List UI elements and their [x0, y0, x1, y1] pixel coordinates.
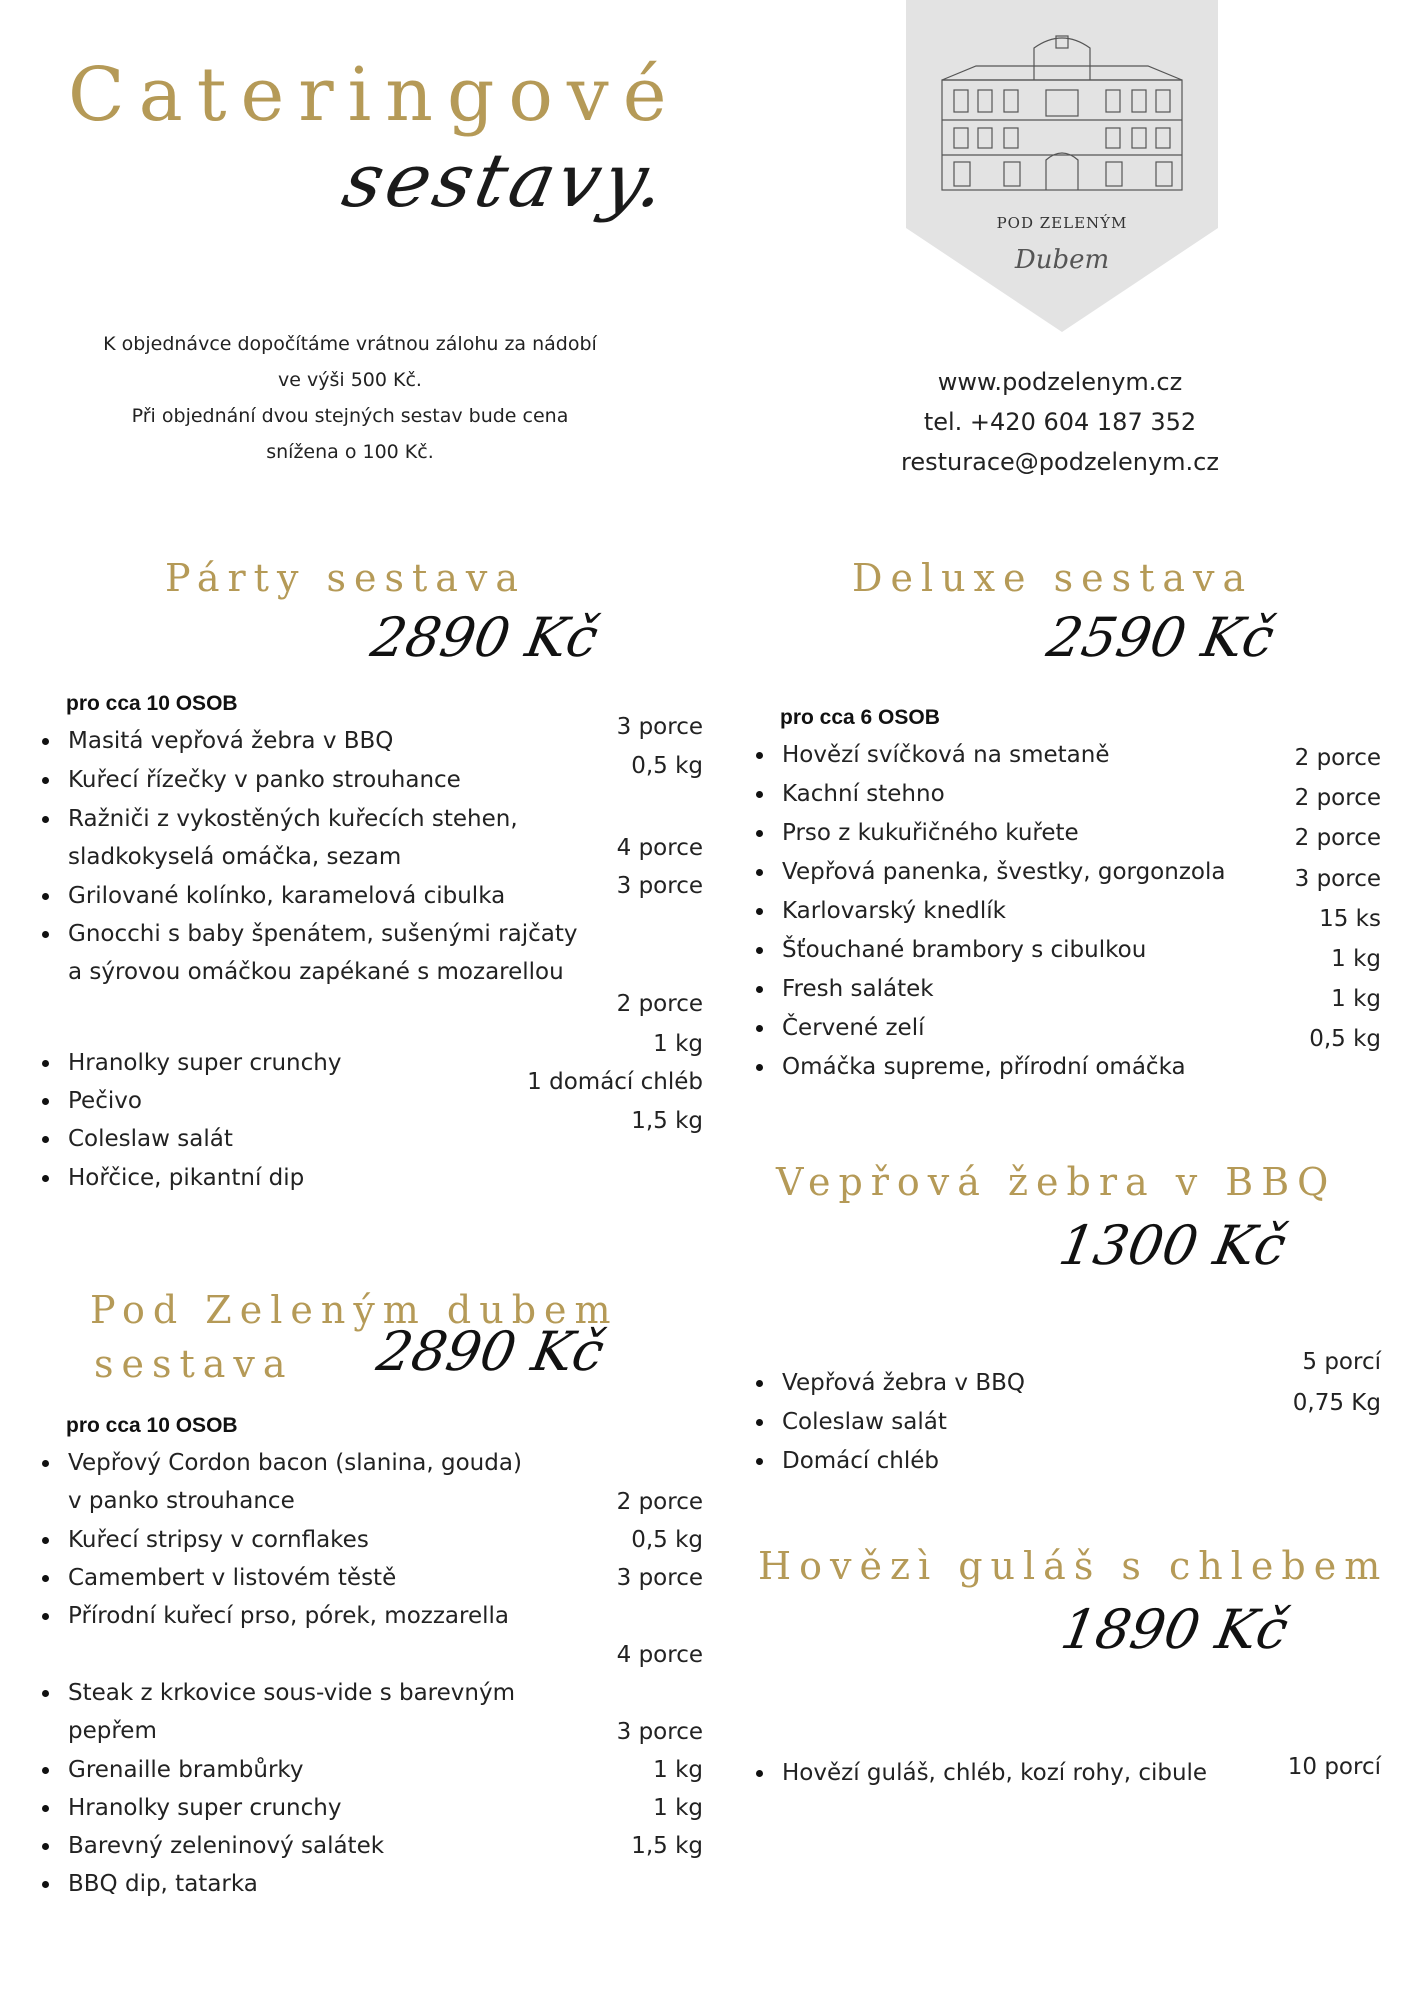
- quantity: 2 porce: [1294, 745, 1381, 771]
- list-item: Coleslaw salát: [68, 1120, 233, 1158]
- list-item: Přírodní kuřecí prso, pórek, mozzarella: [68, 1597, 509, 1635]
- quantity: 0,75 Kg: [1292, 1390, 1381, 1416]
- email-link[interactable]: resturace@podzelenym.cz: [901, 448, 1219, 476]
- page-title: Cateringové: [68, 52, 681, 138]
- deluxe-title: Deluxe sestava: [852, 556, 1254, 600]
- list-item: Coleslaw salát: [782, 1403, 947, 1441]
- quantity: 0,5 kg: [1309, 1026, 1381, 1052]
- list-item: a sýrovou omáčkou zapékané s mozarellou: [68, 959, 564, 985]
- party-price: 2890 Kč: [366, 606, 603, 669]
- note-line: Při objednání dvou stejných sestav bude cena: [131, 405, 569, 427]
- list-item: Vepřová panenka, švestky, gorgonzola: [782, 853, 1225, 891]
- list-item: Grenaille brambůrky: [68, 1751, 304, 1789]
- quantity: 2 porce: [616, 1489, 703, 1515]
- quantity: 0,5 kg: [631, 753, 703, 779]
- quantity: 10 porcí: [1287, 1754, 1381, 1780]
- party-title: Párty sestava: [165, 556, 527, 600]
- list-item: Gnocchi s baby špenátem, sušenými rajčaty: [68, 915, 577, 953]
- goulash-price: 1890 Kč: [1056, 1598, 1293, 1661]
- quantity: 1 kg: [653, 1757, 703, 1783]
- website-link[interactable]: www.podzelenym.cz: [937, 368, 1183, 396]
- logo-badge-shape: [906, 0, 1218, 332]
- ribs-price: 1300 Kč: [1054, 1214, 1291, 1277]
- list-item: BBQ dip, tatarka: [68, 1865, 258, 1903]
- logo-line2: Dubem: [1014, 245, 1110, 275]
- quantity: 3 porce: [616, 1719, 703, 1745]
- page-subtitle: sestavy.: [335, 138, 678, 224]
- quantity: 0,5 kg: [631, 1527, 703, 1553]
- note-line: K objednávce dopočítáme vrátnou zálohu za nádobí: [103, 333, 597, 355]
- podzelenym-price: 2890 Kč: [372, 1320, 609, 1383]
- list-item: Kachní stehno: [782, 775, 945, 813]
- restaurant-logo: [906, 0, 1218, 332]
- list-item: Hovězí guláš, chléb, kozí rohy, cibule: [782, 1754, 1207, 1792]
- list-item: v panko strouhance: [68, 1488, 295, 1514]
- podzelenym-persons: pro cca 10 OSOB: [66, 1414, 238, 1437]
- note-line: snížena o 100 Kč.: [266, 441, 434, 463]
- quantity: 2 porce: [616, 991, 703, 1017]
- list-item: Steak z krkovice sous-vide s barevným: [68, 1674, 515, 1712]
- list-item: Pečivo: [68, 1082, 142, 1120]
- list-item: Barevný zeleninový salátek: [68, 1827, 384, 1865]
- list-item: Ražniči z vykostěných kuřecích stehen,: [68, 800, 518, 838]
- list-item: Červené zelí: [782, 1009, 924, 1047]
- phone-number[interactable]: tel. +420 604 187 352: [923, 408, 1197, 436]
- list-item: Omáčka supreme, přírodní omáčka: [782, 1048, 1186, 1086]
- quantity: 5 porcí: [1302, 1349, 1381, 1375]
- quantity: 3 porce: [616, 873, 703, 899]
- list-item: Šťouchané brambory s cibulkou: [782, 931, 1146, 969]
- list-item: Domácí chléb: [782, 1442, 939, 1480]
- quantity: 4 porce: [616, 1642, 703, 1668]
- party-persons: pro cca 10 OSOB: [66, 692, 238, 715]
- list-item: Hranolky super crunchy: [68, 1044, 341, 1082]
- list-item: sladkokyselá omáčka, sezam: [68, 844, 402, 870]
- quantity: 1,5 kg: [631, 1108, 703, 1134]
- list-item: Vepřová žebra v BBQ: [782, 1364, 1025, 1402]
- goulash-title: Hovězì guláš s chlebem: [758, 1544, 1389, 1588]
- quantity: 1,5 kg: [631, 1833, 703, 1859]
- quantity: 2 porce: [1294, 825, 1381, 851]
- list-item: Kuřecí stripsy v cornflakes: [68, 1521, 369, 1559]
- note-line: ve výši 500 Kč.: [278, 369, 422, 391]
- quantity: 3 porce: [616, 1565, 703, 1591]
- ribs-title: Vepřová žebra v BBQ: [776, 1160, 1337, 1204]
- podzelenym-title-line2: sestava: [94, 1342, 294, 1386]
- deluxe-persons: pro cca 6 OSOB: [780, 706, 940, 729]
- list-item: Kuřecí řízečky v panko strouhance: [68, 761, 461, 799]
- list-item: Hořčice, pikantní dip: [68, 1159, 304, 1197]
- logo-line1: POD ZELENÝM: [996, 214, 1128, 232]
- quantity: 1 kg: [1331, 986, 1381, 1012]
- quantity: 1 kg: [653, 1795, 703, 1821]
- quantity: 2 porce: [1294, 785, 1381, 811]
- list-item: Vepřový Cordon bacon (slanina, gouda): [68, 1444, 522, 1482]
- list-item: Masitá vepřová žebra v BBQ: [68, 722, 393, 760]
- list-item: Hovězí svíčková na smetaně: [782, 736, 1109, 774]
- deluxe-price: 2590 Kč: [1042, 606, 1279, 669]
- quantity: 4 porce: [616, 835, 703, 861]
- list-item: Grilované kolínko, karamelová cibulka: [68, 877, 505, 915]
- podzelenym-title: Pod Zeleným dubem: [90, 1288, 619, 1332]
- contact-block: [880, 362, 1240, 482]
- quantity: 15 ks: [1319, 906, 1381, 932]
- quantity: 1 domácí chléb: [527, 1069, 703, 1095]
- quantity: 1 kg: [653, 1031, 703, 1057]
- quantity: 1 kg: [1331, 946, 1381, 972]
- list-item: Hranolky super crunchy: [68, 1789, 341, 1827]
- deposit-note: [70, 326, 630, 470]
- list-item: Prso z kukuřičného kuřete: [782, 814, 1079, 852]
- list-item: Fresh salátek: [782, 970, 934, 1008]
- list-item: Camembert v listovém těstě: [68, 1559, 396, 1597]
- list-item: pepřem: [68, 1718, 157, 1744]
- list-item: Karlovarský knedlík: [782, 892, 1006, 930]
- quantity: 3 porce: [616, 714, 703, 740]
- quantity: 3 porce: [1294, 866, 1381, 892]
